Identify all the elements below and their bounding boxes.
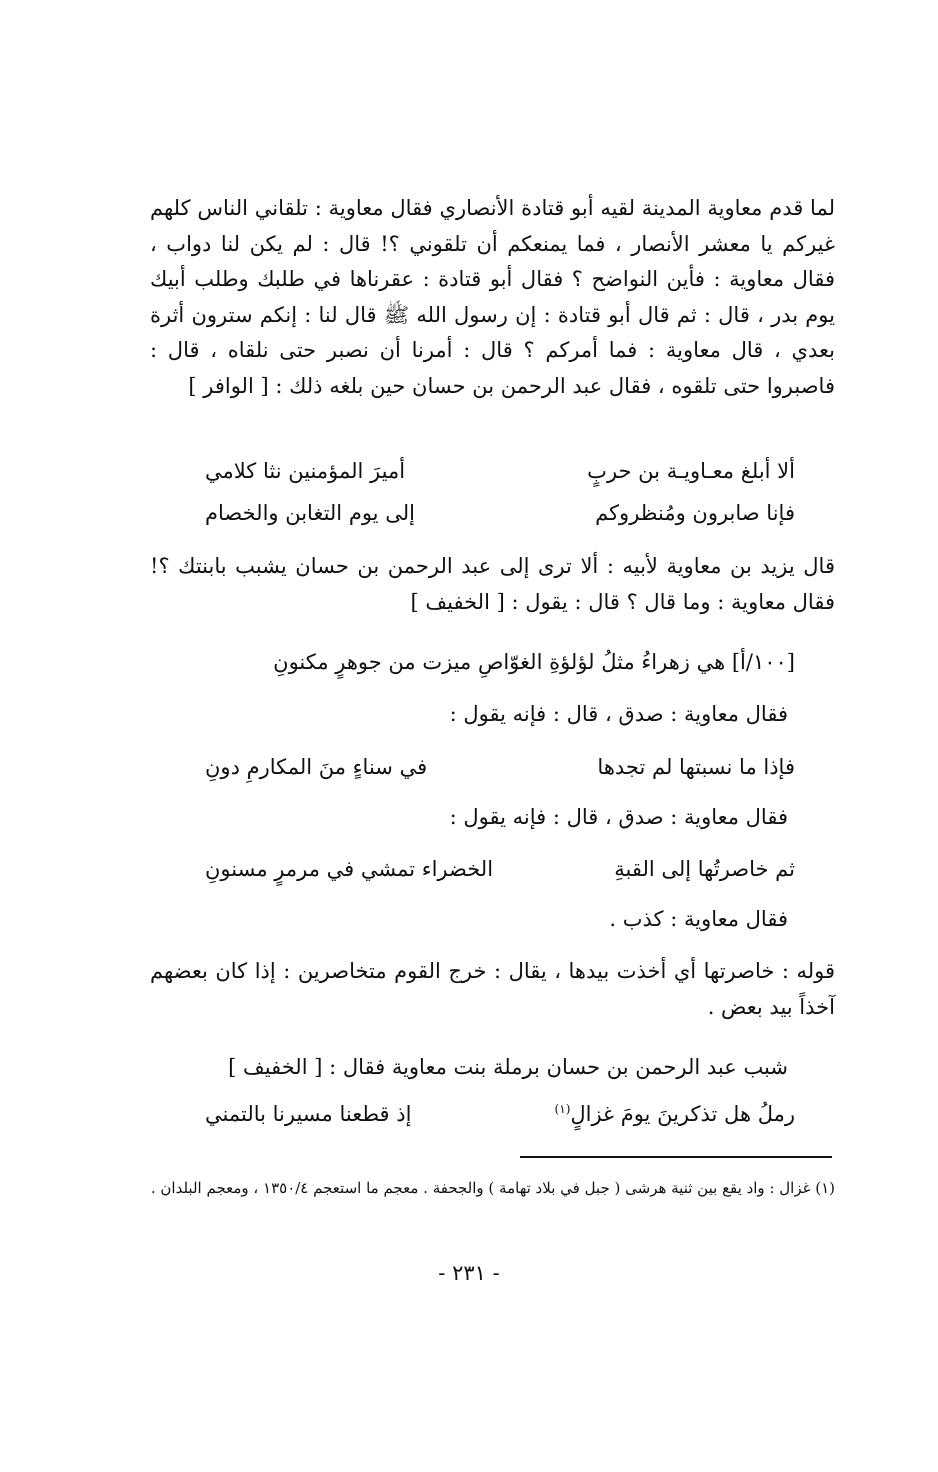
verse-1 bbox=[205, 454, 795, 488]
paragraph-1: لما قدم معاوية المدينة لقيه أبو قتادة الأنصاري فقال معاوية : تلقاني الناس كلهم غيركم يا معشر الأنصار ، فما يمنعكم أن تلقوني ؟! قال : لم يكن لنا دواب ، فقال معاوية : فأين النواضح ؟ فقال أبو قتادة : عقرناها في طلبك وطلب أبيك يوم بدر ، قال : ثم قال أبو قتادة : إن رسول الله ﷺ قال لنا : إنكم سترون أثرة بعدي ، قال معاوية : فما أمركم ؟ قال : أمرنا أن نصبر حتى نلقاه ، قال : فاصبروا حتى تلقوه ، فقال عبد الرحمن بن حسان حين بلغه ذلك : [ الوافر ] bbox=[150, 196, 835, 398]
verse-1-second-hemistich: أميرَ المؤمنين نثا كلامي bbox=[205, 459, 406, 483]
verse-5-first-hemistich: ثم خاصرتُها إلى القبةِ bbox=[614, 857, 795, 881]
reply-3: فقال معاوية : كذب . bbox=[609, 907, 788, 931]
verse-6-first-text: رملُ هل تذكرينَ يومَ غزالٍ bbox=[570, 1102, 795, 1126]
verse-3 bbox=[205, 645, 795, 679]
verse-2-first-hemistich: فإنا صابرون ومُنظروكم bbox=[595, 501, 795, 525]
verse-6-second-hemistich: إذ قطعنا مسيرنا بالتمني bbox=[205, 1102, 412, 1126]
verse-4 bbox=[205, 750, 795, 784]
verse-3-text: [١٠٠/أ] هي زهراءُ مثلُ لؤلؤةِ الغوّاصِ ميزت من جوهرٍ مكنونِ bbox=[273, 650, 795, 674]
footnote-separator bbox=[520, 1156, 832, 1158]
verse-4-first-hemistich: فإذا ما نسبتها لم تجدها bbox=[597, 755, 795, 779]
page-number: - ٢٣١ - bbox=[438, 1261, 500, 1285]
paragraph-2: قال يزيد بن معاوية لأبيه : ألا ترى إلى عبد الرحمن بن حسان يشبب بابنتك ؟! فقال معاوية : وما قال ؟ قال : يقول : [ الخفيف ] bbox=[150, 554, 835, 614]
verse-5-second-hemistich: الخضراء تمشي في مرمرٍ مسنونِ bbox=[205, 857, 494, 881]
verse-6-first-hemistich bbox=[555, 1097, 795, 1131]
verse-2 bbox=[205, 496, 795, 530]
verse-1-first-hemistich: ألا أبلغ معـاويـة بن حربٍ bbox=[587, 459, 795, 483]
reply-2: فقال معاوية : صدق ، قال : فإنه يقول : bbox=[449, 805, 788, 829]
intro-4: شبب عبد الرحمن بن حسان برملة بنت معاوية فقال : [ الخفيف ] bbox=[228, 1055, 788, 1079]
reply-1: فقال معاوية : صدق ، قال : فإنه يقول : bbox=[449, 702, 788, 726]
paragraph-3: قوله : خاصرتها أي أخذت بيدها ، يقال : خرج القوم متخاصرين : إذا كان بعضهم آخذاً بيد بعض . bbox=[150, 959, 835, 1019]
verse-5 bbox=[205, 852, 795, 886]
footnote-marker[interactable]: (١) bbox=[554, 1102, 571, 1116]
verse-4-second-hemistich: في سناءٍ منَ المكارمِ دونِ bbox=[205, 755, 428, 779]
footnote-text: (١) غزال : واد يقع بين ثنية هرشى ( جبل في بلاد تهامة ) والجحفة . معجم ما استعجم ١٣٥٠/٤ ، ومعجم البلدان . bbox=[150, 1179, 835, 1197]
verse-2-second-hemistich: إلى يوم التغابن والخصام bbox=[205, 501, 415, 525]
verse-6 bbox=[205, 1097, 795, 1131]
